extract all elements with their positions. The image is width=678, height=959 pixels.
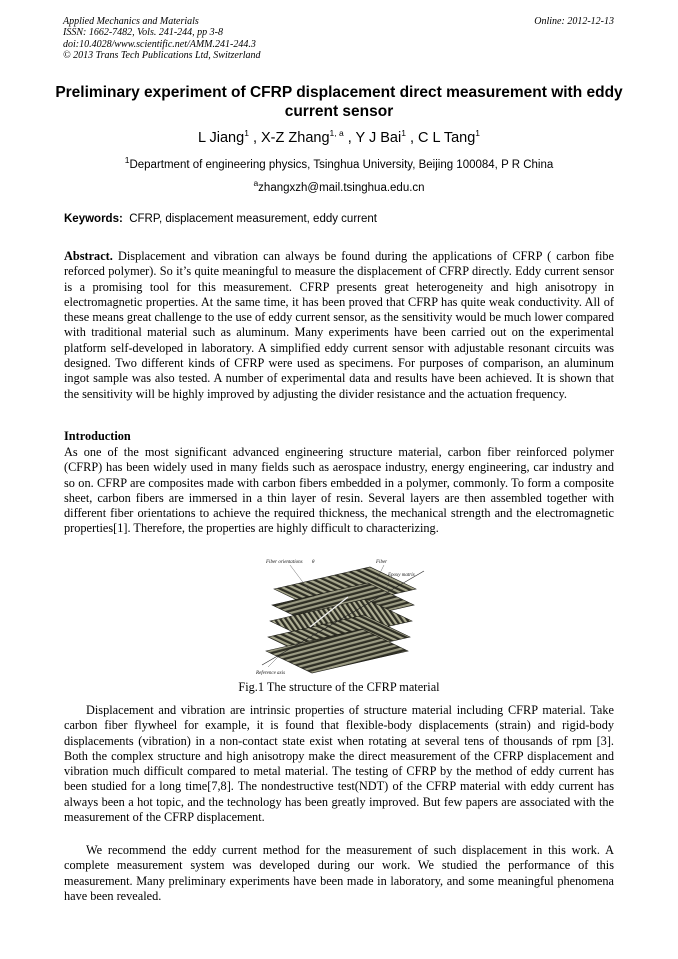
figure-caption: Fig.1 The structure of the CFRP material <box>238 680 440 694</box>
label-reference-axis: Reference axis <box>256 671 286 676</box>
intro-paragraph-3: We recommend the eddy current method for the measurement of such displacement in this work. A complete measurement system was developed during our work. We studied the performance of this measurement. Many preliminary experiments have been made in laboratory, and some meaningful phenomena have been revealed. <box>64 843 614 903</box>
author-name: X-Z Zhang <box>261 129 330 146</box>
label-fiber: Fiber <box>376 560 388 565</box>
section-heading-introduction: Introduction <box>64 429 131 443</box>
keywords-label: Keywords: <box>64 213 123 225</box>
journal-info <box>63 16 261 61</box>
abstract <box>64 249 614 402</box>
email-mark: a <box>253 178 259 188</box>
author-name: C L Tang <box>418 129 476 146</box>
journal-copyright: © 2013 Trans Tech Publications Ltd, Switzerland <box>63 49 261 61</box>
affiliation-text: Department of engineering physics, Tsinghua University, Beijing 100084, P R China <box>129 158 554 171</box>
keywords-text: CFRP, displacement measurement, eddy current <box>129 213 377 225</box>
author-email <box>60 178 618 194</box>
label-theta: θ <box>312 560 315 565</box>
abstract-text: Displacement and vibration can always be found during the applications of CFRP ( carbon fibe reforced polymer). So it’s quite meaningful to measure the displacement of CFRP directly. Eddy current sensor is a promising tool for this measurement. CFRP presents great heterogeneity and high anisotropy in electromagnetic properties. At the same time, it has been proved that CFRP has quite weak conductivity. All of these means great challenge to the use of eddy current sensor, as the sensitivity would be much lower compared with traditional material such as aluminum. Many experiments have been carried out on the experimental platform self-developed in laboratory. A simplified eddy current sensor with adjustable resonant circuits was designed. Two different kinds of CFRP were used as specimens. For purposes of comparison, an aluminum ingot sample was also tested. A number of experimental data and results have been achieved. It is shown that the sensitivity will be highly improved by adjusting the divider resistance and the actuation frequency. <box>64 249 614 401</box>
intro-paragraph-1: As one of the most significant advanced engineering structure material, carbon fiber reinforced polymer (CFRP) has been widely used in many fields such as aerospace industry, energy engineering, car industry and so on. CFRP are composites made with carbon fibers embedded in a polymer, commonly. To form a composite sheet, carbon fibers are immersed in a thin layer of resin. Several layers are then assembled together with different fiber orientations to achieve the required thickness, the mechanical strength and the electromagnetic properties[1]. Therefore, the properties are highly difficult to characterizing. <box>64 445 614 536</box>
paper-title: Preliminary experiment of CFRP displacement direct measurement with eddy current sensor <box>55 84 623 120</box>
affiliation <box>60 155 618 171</box>
author-affil-mark: 1, a <box>329 128 344 138</box>
layer-group <box>266 567 416 673</box>
abstract-label: Abstract. <box>64 249 113 263</box>
online-date: Online: 2012-12-13 <box>534 16 614 27</box>
author-affil-mark: 1 <box>401 128 406 138</box>
author-name: L Jiang <box>197 129 245 146</box>
author-list: L Jiang$^1$ , X-Z Zhang$^{1, a}$ , Y J Bai$^1$ , C L Tang$^1$ <box>197 128 481 146</box>
keywords <box>64 213 377 225</box>
author-affil-mark: 1 <box>244 128 249 138</box>
journal-issn: ISSN: 1662-7482, Vols. 241-244, pp 3-8 <box>63 27 223 39</box>
author-affil-mark: 1 <box>475 128 481 138</box>
cfrp-structure-figure <box>252 557 428 677</box>
author-name: Y J Bai <box>355 129 402 146</box>
intro-paragraph-2: Displacement and vibration are intrinsic properties of structure material including CFRP material. Take carbon fiber flywheel for example, it is found that flexible-body displacements (strain) and rigid-body displacements (vibration) in a non-contact state exist when rotating at several tens of thousands of rpm [3]. Both the complex structure and high anisotropy make the direct measurement of the CFRP displacement and vibration much difficult compared to metal material. The testing of CFRP by the method of eddy current has been studied for a long time[7,8]. The nondestructive test(NDT) of the CFRP material with eddy current has always been a hot topic, and the technology has been greatly improved. But few papers are associated with the measurement of the CFRP displacement. <box>64 703 614 825</box>
label-epoxy-matrix: Epoxy matrix <box>388 573 415 578</box>
affiliation-mark: 1 <box>124 155 130 165</box>
cfrp-layers-illustration <box>252 557 428 677</box>
email-address[interactable]: zhangxzh@mail.tsinghua.edu.cn <box>258 181 425 194</box>
label-fiber-orientations: Fiber orientations <box>266 560 303 565</box>
journal-name: Applied Mechanics and Materials <box>63 16 199 27</box>
journal-doi: doi:10.4028/www.scientific.net/AMM.241-244.3 <box>63 38 256 50</box>
